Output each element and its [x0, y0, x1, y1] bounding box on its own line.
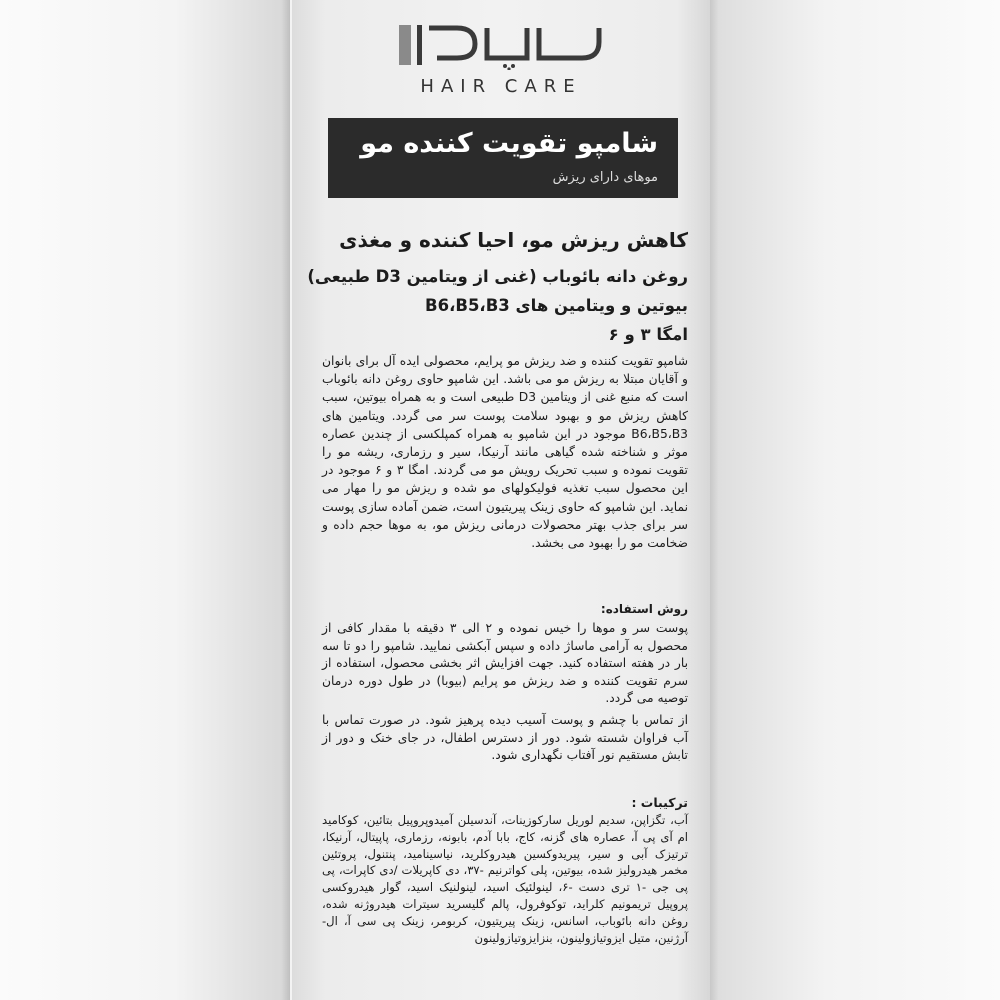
product-subtitle: موهای دارای ریزش: [552, 170, 658, 185]
product-title: شامپو تقویت کننده مو: [360, 128, 658, 159]
highlight-item: بیوتین و ویتامین های B6،B5،B3: [425, 296, 688, 315]
brand-subtitle: HAIR CARE: [420, 76, 582, 97]
highlight-item: روغن دانه بائوباب (غنی از ویتامین D3 طبیعی): [307, 267, 688, 286]
right-background: [710, 0, 1000, 1000]
product-title-box: [328, 118, 678, 198]
product-description: شامپو تقویت کننده و ضد ریزش مو پرایم، محصولی ایده آل برای بانوان و آقایان مبتلا به ریزش مو می باشد. این شامپو حاوی روغن دانه بائوباب است که منبع غنی از ویتامین D3 طبیعی است و به همراه بیوتین، سبب کاهش ریزش مو و بهبود سلامت پوست سر می گردد. ویتامین های B6،B5،B3 موجود در این شامپو به همراه کمپلکسی از چندین عصاره موثر و شناخته شده گیاهی مانند آرنیکا، سیر و رزماری، ریشه مو را تقویت نموده و سبب تحریک رویش مو می گردند. امگا ۳ و ۶ موجود در این محصول سبب تغذیه فولیکولهای مو شده و ریزش مو را مهار می نماید. این شامپو که حاوی زینک پیریتیون است، ضمن آماده سازی پوست سر برای جذب بهتر محصولات درمانی ریزش مو، به موها حجم داده و ضخامت مو را بهبود می بخشد.: [322, 354, 688, 551]
highlights-list: [307, 262, 688, 349]
left-background: [0, 0, 290, 1000]
highlight-item: امگا ۳ و ۶: [608, 325, 688, 344]
usage-heading: روش استفاده:: [600, 602, 688, 616]
headline: کاهش ریزش مو، احیا کننده و مغذی: [339, 228, 688, 252]
ingredients-heading: ترکیبات :: [631, 795, 688, 810]
brand-logo: [397, 20, 607, 70]
ingredients-list: آب، تگزاپن، سدیم لوریل سارکوزینات، آندسیلن آمیدوپروپیل بتائین، کوکامید ام آی پی آ، عصاره های گزنه، کاج، بابا آدم، بابونه، رزماری، پاپیتال، آرنیکا، ترتیزک آبی و سیر، پیریدوکسین هیدروکلرید، نیاسینامید، پنتنول، پروتئین مخمر هیدرولیز شده، بیوتین، پلی کواترنیم -۳۷، دی کاپریلات /دی کاپرات، پی پی جی -۱ تری دست -۶، لینولئیک اسید، لینولنیک اسید، گوار هیدروکسی پروپیل تریمونیم کلراید، توکوفرول، پالم گلیسرید سیترات هیدروژنه شده، روغن دانه بائوباب، اسانس، زینک پیریتیون، کربومر، زینک پی سی آ، ال-آرژنین، متیل ایزوتیازولینون، بنزایزوتیازولینون: [322, 813, 688, 945]
product-label-panel: [292, 0, 710, 1000]
warning-text: از تماس با چشم و پوست آسیب دیده پرهیز شود. در صورت تماس با آب فراوان شسته شود. دور از دسترس اطفال، در جای خنک و دور از تابش مستقیم نور آفتاب نگهداری شود.: [322, 713, 688, 763]
usage-instructions: پوست سر و موها را خیس نموده و ۲ الی ۳ دقیقه با مقدار کافی از محصول به آرامی ماساژ داده و سپس آبکشی نمایید. شامپو را دو تا سه بار در هفته استفاده کنید. جهت افزایش اثر بخشی محصول، استفاده از سرم تقویت کننده و ضد ریزش مو پرایم (بیوبا) در طول دوره درمان توصیه می گردد.: [322, 621, 689, 706]
